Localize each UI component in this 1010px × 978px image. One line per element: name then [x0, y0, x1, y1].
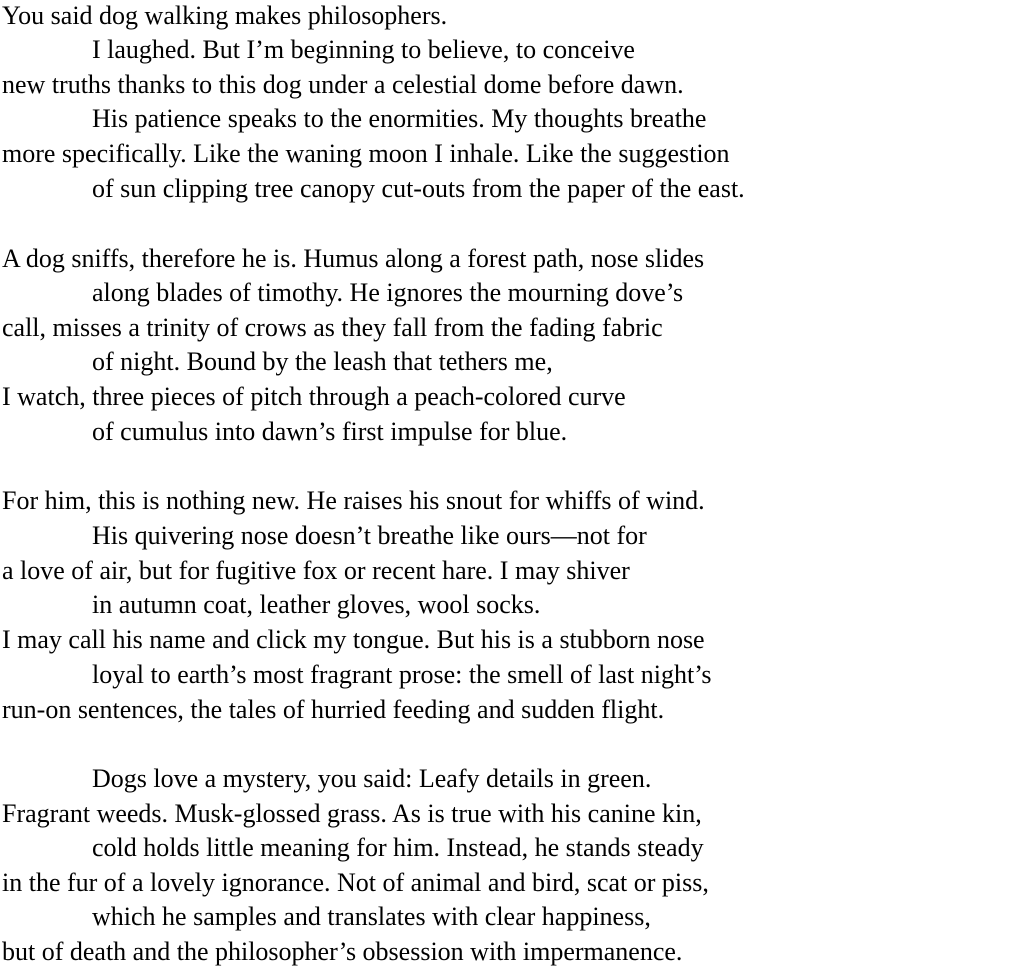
poem-line: Dogs love a mystery, you said: Leafy details in green.	[92, 764, 652, 793]
poem-line: For him, this is nothing new. He raises his snout for whiffs of wind.	[2, 486, 705, 515]
poem-line: You said dog walking makes philosophers.	[2, 1, 448, 30]
poem-line: His quivering nose doesn’t breathe like ours—not for	[92, 521, 647, 550]
poem-line: but of death and the philosopher’s obsession with impermanence.	[2, 937, 683, 966]
poem-line: I may call his name and click my tongue. But his is a stubborn nose	[2, 625, 705, 654]
poem-line: along blades of timothy. He ignores the mourning dove’s	[92, 278, 684, 307]
poem-line: loyal to earth’s most fragrant prose: the smell of last night’s	[92, 660, 712, 689]
poem-line: of sun clipping tree canopy cut-outs from the paper of the east.	[92, 174, 745, 203]
poem-line: of cumulus into dawn’s first impulse for blue.	[92, 417, 568, 446]
poem-line: cold holds little meaning for him. Instead, he stands steady	[92, 833, 704, 862]
poem-line: in autumn coat, leather gloves, wool socks.	[92, 590, 541, 619]
poem-line: His patience speaks to the enormities. My thoughts breathe	[92, 104, 707, 133]
poem-line: I watch, three pieces of pitch through a peach-colored curve	[2, 382, 626, 411]
poem-line: Fragrant weeds. Musk-glossed grass. As is true with his canine kin,	[2, 799, 702, 828]
poem-line: a love of air, but for fugitive fox or recent hare. I may shiver	[2, 556, 630, 585]
poem-line: new truths thanks to this dog under a celestial dome before dawn.	[2, 70, 684, 99]
poem-line: call, misses a trinity of crows as they fall from the fading fabric	[2, 313, 663, 342]
poem-line: run-on sentences, the tales of hurried feeding and sudden flight.	[2, 695, 665, 724]
poem-line: of night. Bound by the leash that tethers me,	[92, 347, 553, 376]
poem-line: more specifically. Like the waning moon I inhale. Like the suggestion	[2, 139, 730, 168]
poem-line: I laughed. But I’m beginning to believe, to conceive	[92, 35, 635, 64]
poem-line: which he samples and translates with clear happiness,	[92, 902, 651, 931]
poem-line: A dog sniffs, therefore he is. Humus along a forest path, nose slides	[2, 244, 705, 273]
poem-line: in the fur of a lovely ignorance. Not of animal and bird, scat or piss,	[2, 868, 709, 897]
